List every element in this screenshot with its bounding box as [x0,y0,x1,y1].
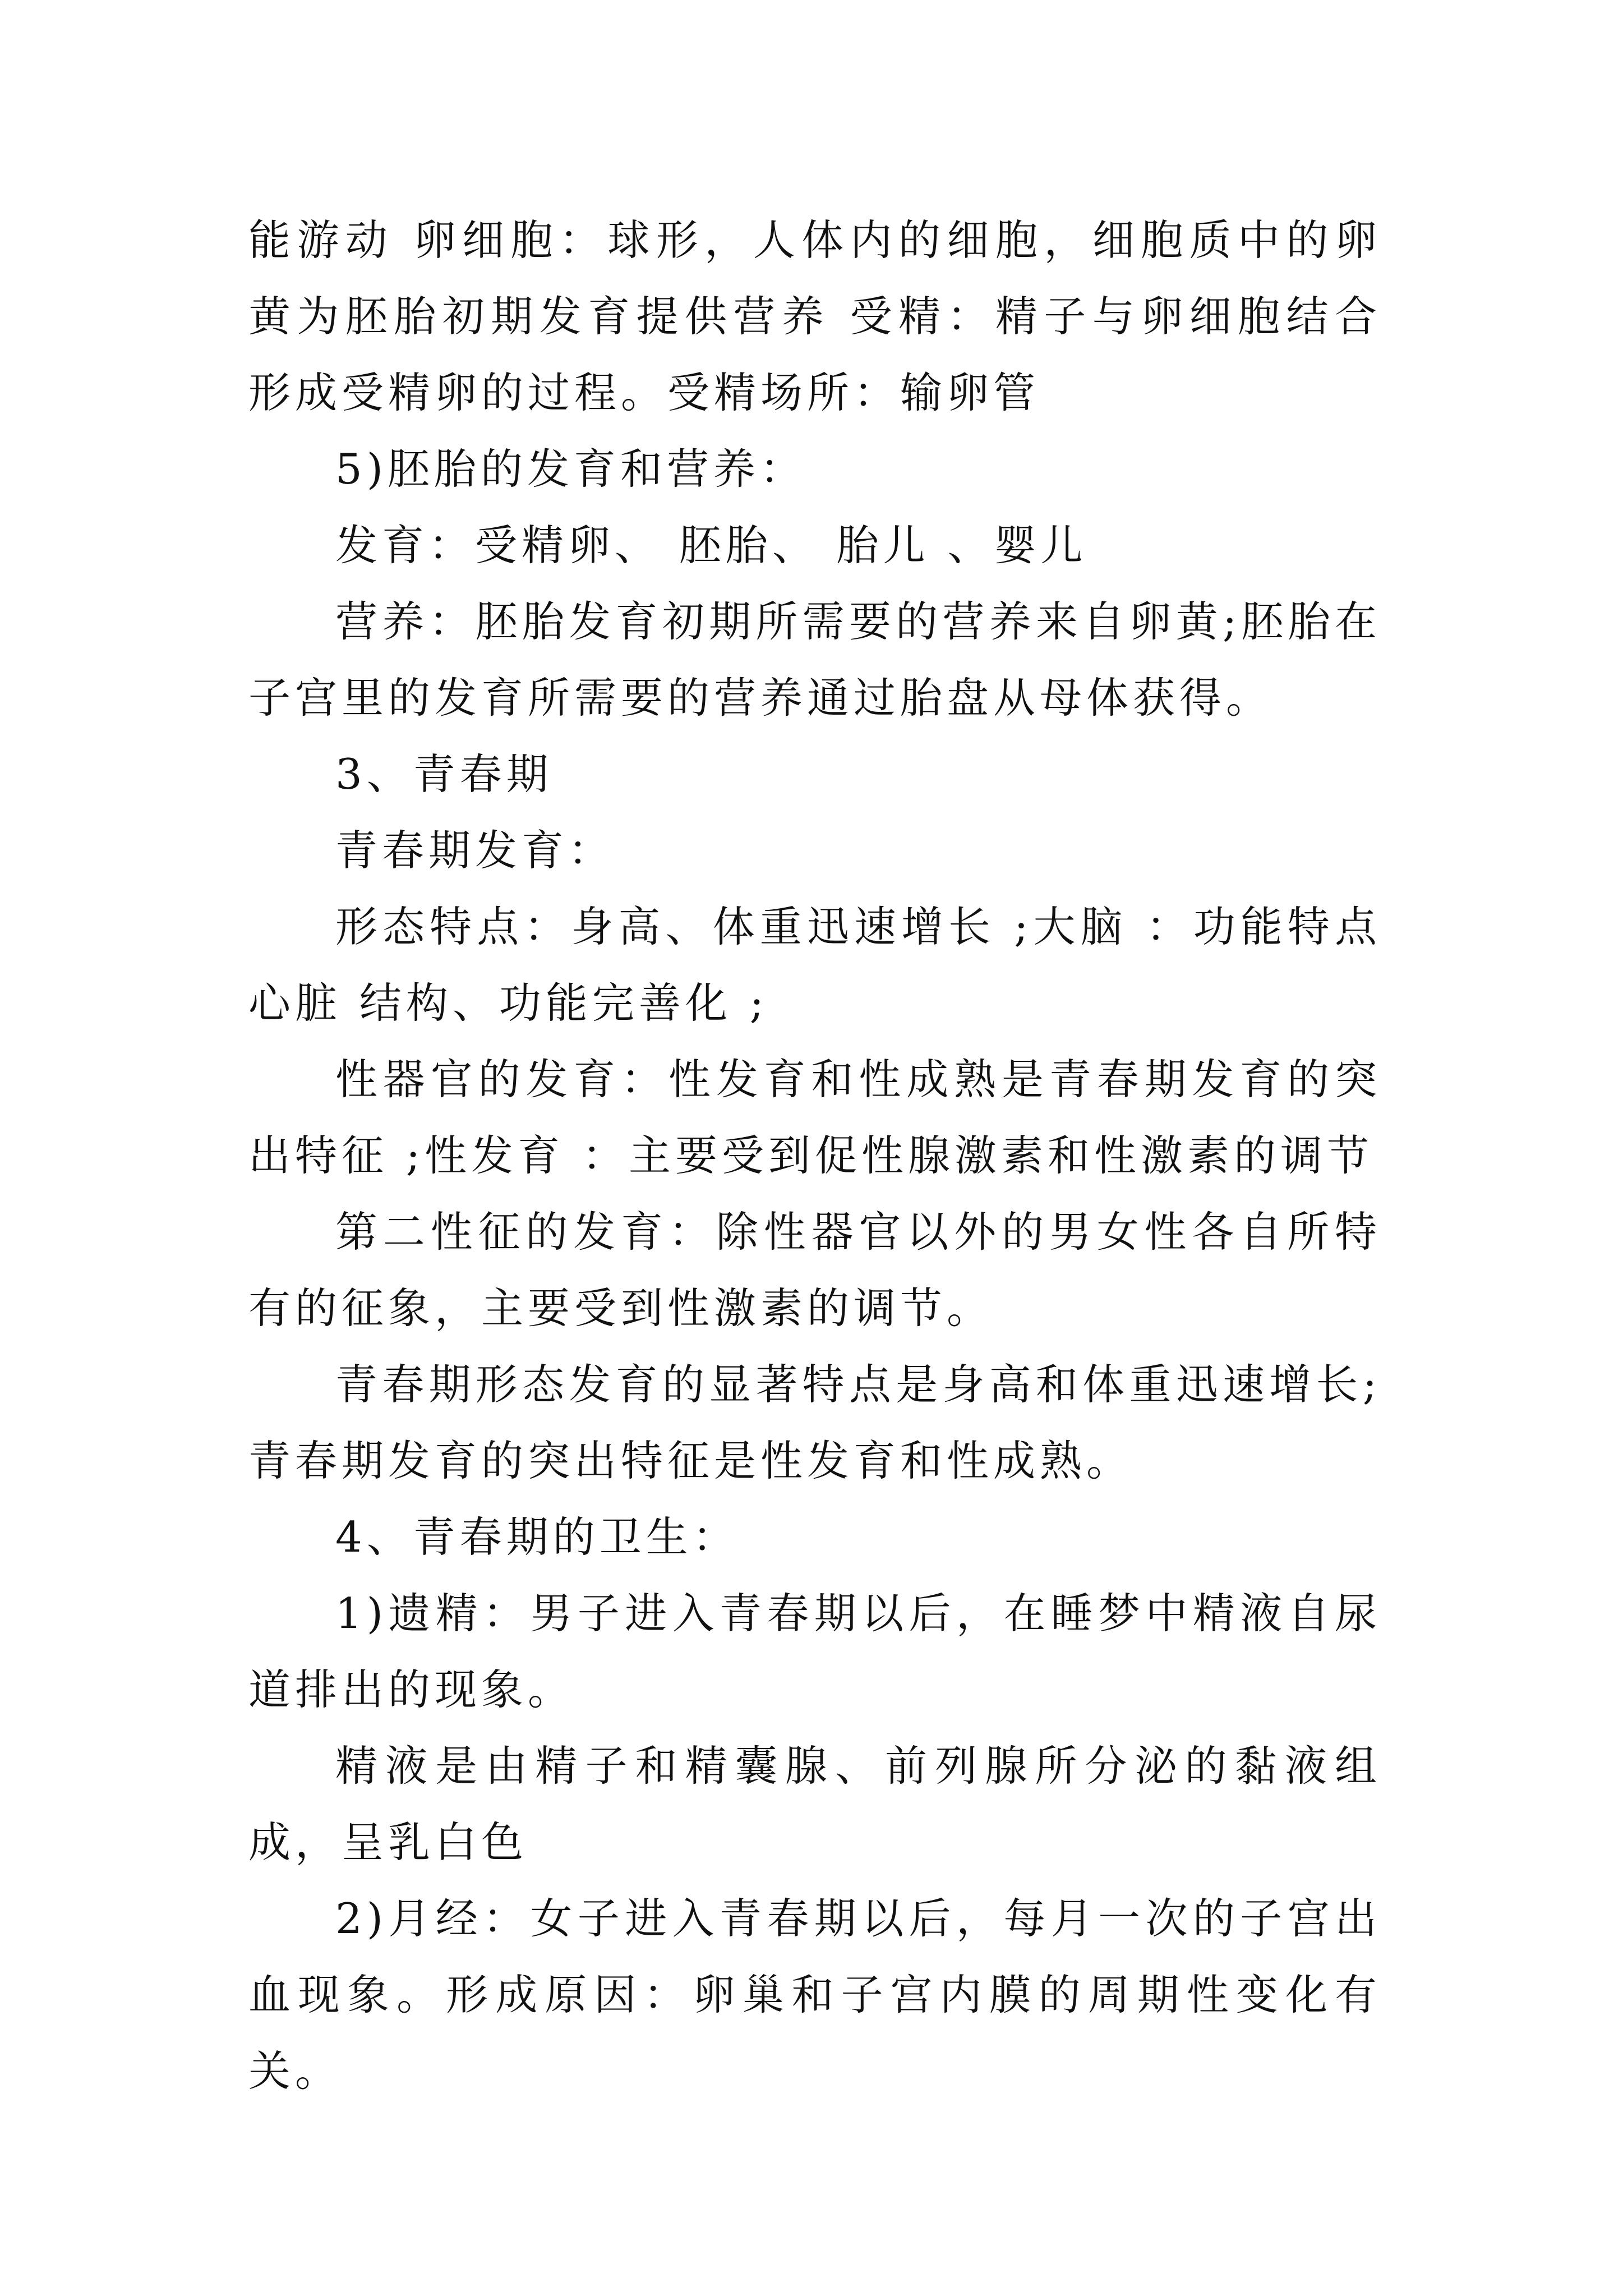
document-body [248,202,1381,2109]
paragraph: 能游动 卵细胞：球形，人体内的细胞，细胞质中的卵黄为胚胎初期发育提供营养 受精：精子与卵细胞结合形成受精卵的过程。受精场所：输卵管 [248,215,1381,417]
paragraph: 性器官的发育：性发育和性成熟是青春期发育的突出特征 ;性发育 ：主要受到促性腺激素和性激素的调节 [248,1055,1381,1180]
paragraph: 青春期发育： [335,826,615,875]
paragraph: 1)遗精：男子进入青春期以后，在睡梦中精液自尿道排出的现象。 [248,1589,1381,1714]
paragraph: 精液是由精子和精囊腺、前列腺所分泌的黏液组成，呈乳白色 [248,1741,1381,1867]
paragraph: 5)胚胎的发育和营养： [335,444,806,494]
paragraph: 第二性征的发育：除性器官以外的男女性各自所特有的征象，主要受到性激素的调节。 [248,1207,1381,1333]
paragraph: 营养：胚胎发育初期所需要的营养来自卵黄;胚胎在子宫里的发育所需要的营养通过胎盘从母体获得。 [248,597,1381,723]
section-heading: 3、青春期 [335,749,553,799]
paragraph: 发育：受精卵、 胚胎、 胎儿 、婴儿 [335,521,1087,570]
paragraph: 2)月经：女子进入青春期以后，每月一次的子宫出血现象。形成原因：卵巢和子宫内膜的周期性变化有关。 [248,1894,1381,2096]
section-heading: 4、青春期的卫生： [335,1512,739,1562]
paragraph: 形态特点：身高、体重迅速增长 ;大脑 ：功能特点 心脏 结构、功能完善化 ; [248,902,1381,1028]
paragraph: 青春期形态发育的显著特点是身高和体重迅速增长;青春期发育的突出特征是性发育和性成熟。 [248,1360,1381,1485]
